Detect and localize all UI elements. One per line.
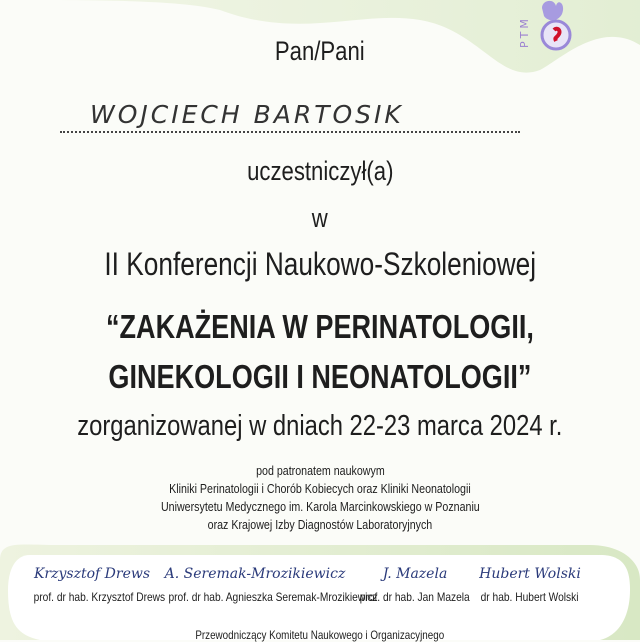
signatory-seremak: A. Seremak-Mrozikiewicz prof. dr hab. Agnieszka Seremak-Mrozikiewicz <box>150 566 360 606</box>
signature: Krzysztof Drews <box>33 566 151 582</box>
signatory-mazela: J. Mazela prof. dr hab. Jan Mazela <box>350 566 480 606</box>
conference-dates: zorganizowanej w dniach 22-23 marca 2024 r. <box>77 410 563 442</box>
in-text: w <box>312 203 328 233</box>
svg-text:PTM: PTM <box>518 16 531 48</box>
conference-title-line2: GINEKOLOGII I NEONATOLOGII” <box>108 358 532 395</box>
patronage: pod patronatem naukowym Kliniki Perinatologii i Chorób Kobiecych oraz Kliniki Neonatologii Uniwersytetu Medycznego im. Karola Marcinkowskiego w Poznaniu oraz Krajowej Izby Diagnostów Laboratoryjnych <box>160 463 480 532</box>
conference-title-line1: “ZAKAŻENIA W PERINATOLOGII, <box>106 308 534 345</box>
chair-caption: Przewodniczący Komitetu Naukowego i Organizacyjnego <box>195 628 445 642</box>
participated-text: uczestniczył(a) <box>246 156 394 186</box>
conference-name: II Konferencji Naukowo-Szkoleniowej <box>104 246 536 282</box>
signature: Hubert Wolski <box>479 566 581 582</box>
signature: A. Seremak-Mrozikiewicz <box>164 566 346 582</box>
participant-name: WOJCIECH BARTOSIK <box>90 100 404 129</box>
signatory-drews: Krzysztof Drews prof. dr hab. Krzysztof Drews <box>22 566 162 606</box>
signatory-wolski: Hubert Wolski dr hab. Hubert Wolski <box>465 566 595 606</box>
name-dotted-line <box>60 131 520 133</box>
salutation: Pan/Pani <box>275 36 365 66</box>
signature: J. Mazela <box>382 566 448 582</box>
